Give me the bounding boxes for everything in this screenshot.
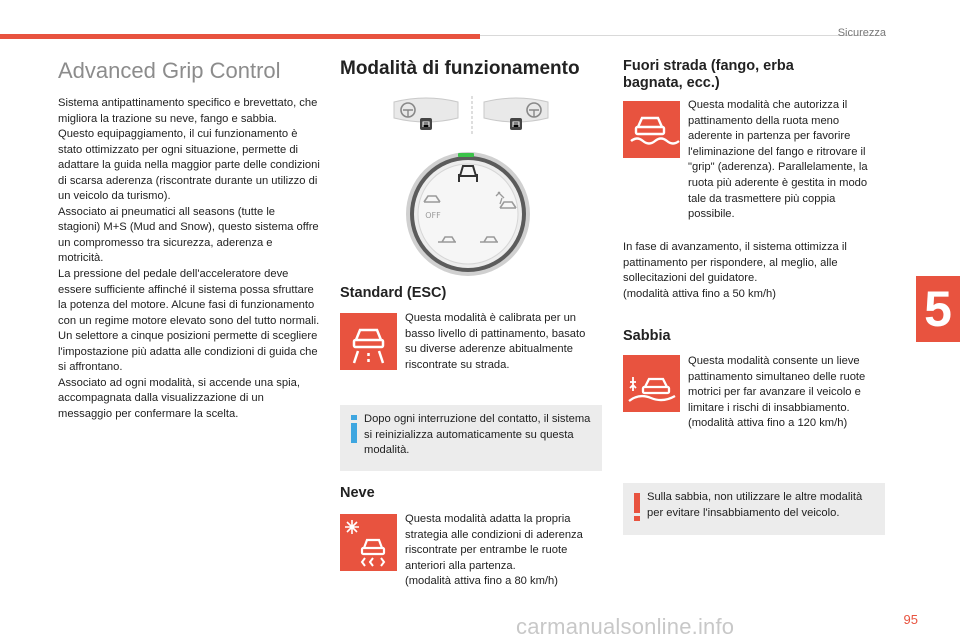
header-divider — [480, 35, 880, 36]
intro-text: Sistema antipattinamento specifico e brevettato, che migliora la trazione su neve, fango e sabbia. Questo equipaggiamento, il cui funzionamento è stato ottimizzato per ogni situazione, permette di adattare la guida nella maggior parte delle condizioni di scarsa aderenza (riscontrate durante un utilizzo di un veicolo da turismo). Associato ai pneumatici all seasons (tutte le stagioni) M+S (Mud and Snow), questo sistema offre un compromesso tra sicurezza, aderenza e motricità. La pressione del pedale dell'acceleratore deve essere sufficiente affinché il sistema possa sfruttare la potenza del motore. Alcune fasi di funzionamento con un regime motore elevato sono del tutto normali. Un selettore a cinque posizioni permette di scegliere l'impostazione più adatta alle condizioni di guida che si affrontano. Associato ad ogni modalità, si accende una spia, accompagnata dalla visualizzazione di un messaggio per confermare la scelta. — [58, 97, 320, 420]
header-accent-bar — [0, 34, 480, 39]
section-title: Sicurezza — [837, 27, 886, 39]
standard-mode-icon — [340, 313, 397, 370]
sand-mode-icon — [623, 355, 680, 412]
dial-off-label: OFF — [425, 211, 441, 220]
fuori-strada-extra-text: In fase di avanzamento, il sistema ottimizza il pattinamento per rispondere, al meglio, alle sollecitazioni del guidatore. (modalità attiva fino a 50 km/h) — [623, 241, 847, 300]
page-number: 95 — [903, 612, 918, 627]
sabbia-text: Questa modalità consente un lieve pattinamento simultaneo delle ruote motrici per far avanzare il veicolo e limitare i rischi di insabbiamento. (modalità attiva fino a 120 km/h) — [688, 355, 866, 430]
intro-column — [58, 58, 320, 422]
warning-icon — [630, 493, 644, 521]
standard-text: Questa modalità è calibrata per un basso livello di pattinamento, basato su diverse aderenze abitualmente riscontrate su strada. — [405, 312, 586, 371]
snow-mode-icon — [340, 514, 397, 571]
page-title: Advanced Grip Control — [58, 58, 281, 83]
sabbia-heading: Sabbia — [623, 328, 671, 344]
chapter-tab[interactable]: 5 — [916, 276, 960, 342]
modes-heading: Modalità di funzionamento — [340, 58, 580, 79]
fuori-strada-text: Questa modalità che autorizza il pattinamento della ruota meno aderente in partenza per favorire l'eliminazione del fango e ritrovare il "grip" (aderenza). Parallelamente, la ruota più aderente è gestita in modo tale da trasmettere più coppia possibile. — [688, 99, 868, 221]
dashboard-indicator-right — [484, 98, 548, 130]
info-box — [340, 405, 602, 471]
mode-dial — [406, 152, 530, 276]
info-text: Dopo ogni interruzione del contatto, il sistema si reinizializza automaticamente su questa modalità. — [364, 413, 591, 457]
warning-box — [623, 483, 885, 535]
watermark: carmanualsonline.info — [516, 614, 735, 639]
offroad-mode-icon — [623, 101, 680, 158]
warning-text: Sulla sabbia, non utilizzare le altre modalità per evitare l'insabbiamento del veicolo. — [647, 491, 863, 519]
neve-heading: Neve — [340, 485, 375, 501]
neve-text: Questa modalità adatta la propria strategia alle condizioni di aderenza riscontrate per entrambe le ruote anteriori alla partenza. (modalità attiva fino a 80 km/h) — [405, 513, 583, 588]
dashboard-indicator-left — [394, 98, 458, 130]
mode-selector-figure — [386, 92, 566, 282]
info-icon — [347, 415, 361, 443]
standard-heading: Standard (ESC) — [340, 285, 447, 301]
fuori-strada-heading: Fuori strada (fango, erba bagnata, ecc.) — [623, 58, 794, 91]
